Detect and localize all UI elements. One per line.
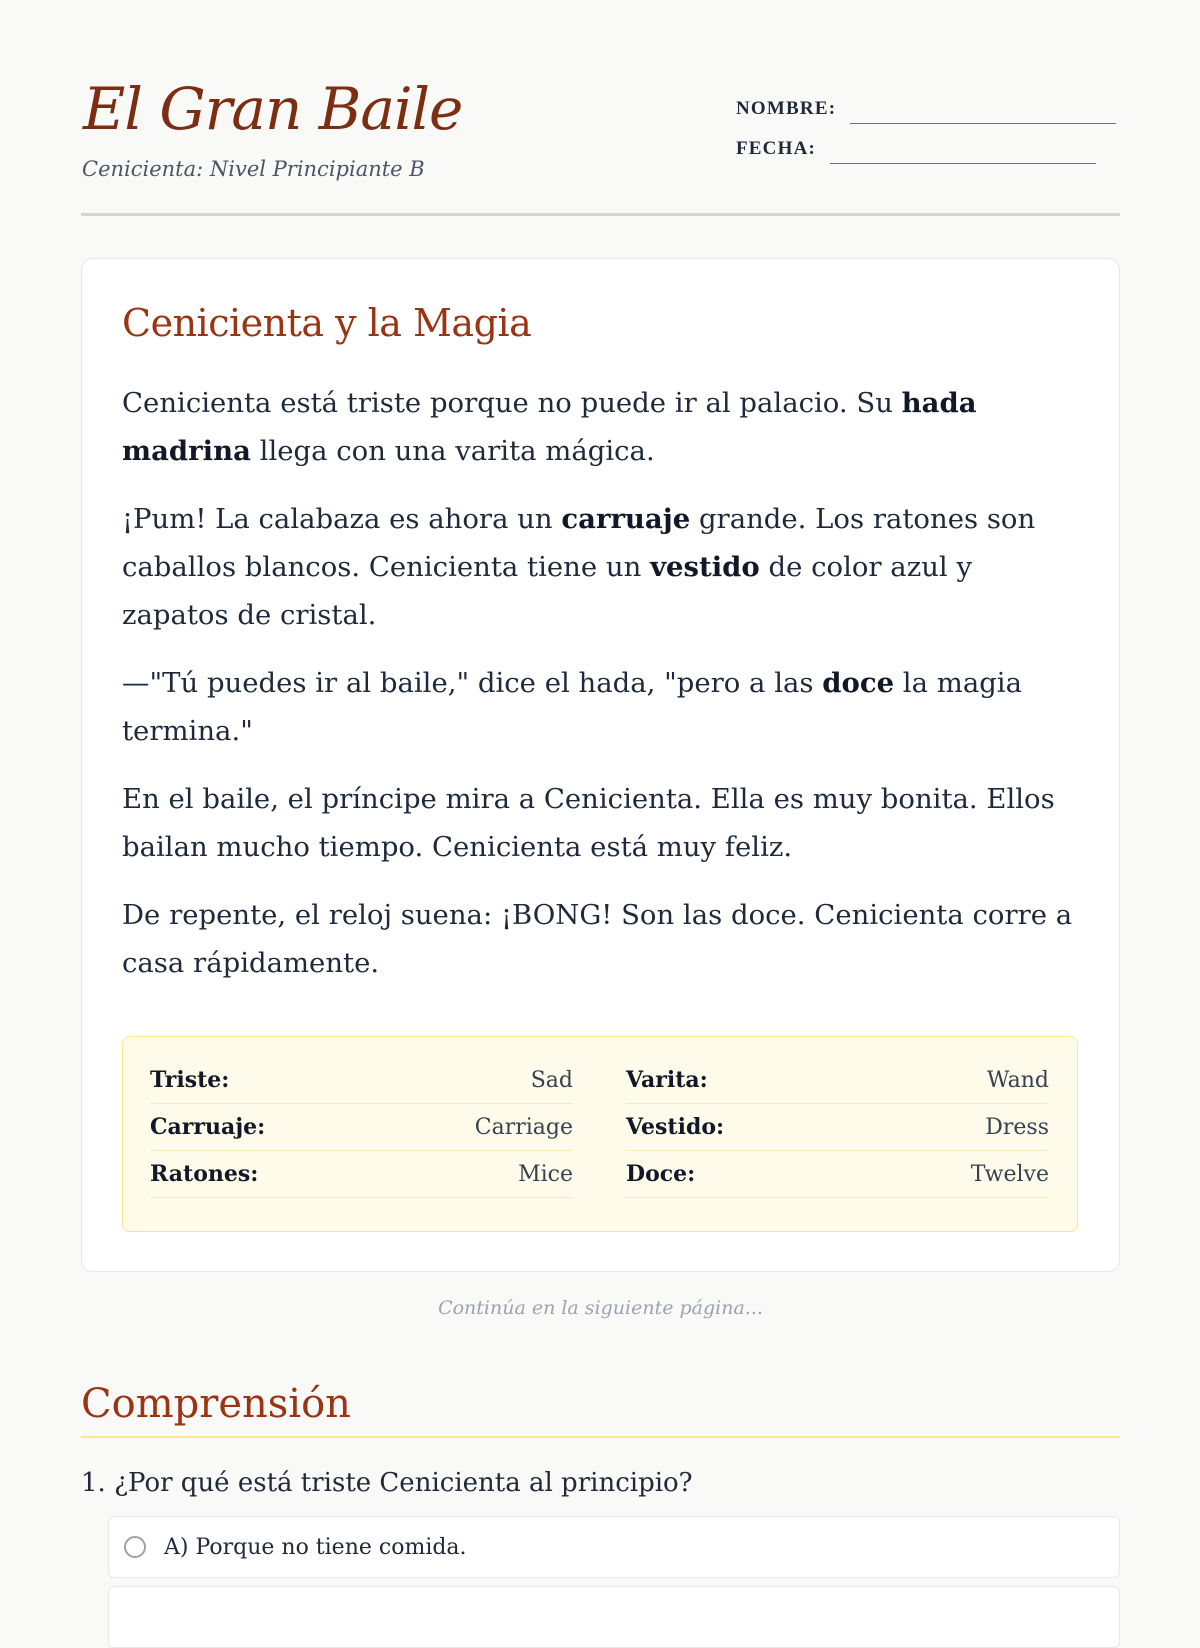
story-paragraph: En el baile, el príncipe mira a Cenicienta. Ella es muy bonita. Ellos bailan mucho tiempo. Cenicienta está muy feliz. [122, 783, 1055, 863]
vocab-row [150, 1057, 573, 1104]
vocab-term: Vestido: [626, 1114, 725, 1140]
name-field [736, 84, 1120, 124]
worksheet-subtitle: Cenicienta: Nivel Principiante B [82, 157, 425, 181]
option-label: A) Porque no tiene comida. [164, 1534, 467, 1560]
vocab-row [626, 1104, 1049, 1151]
story-paragraph: —"Tú puedes ir al baile," dice el hada, "pero a las doce la magia termina." [122, 667, 1023, 747]
vocab-term: Triste: [150, 1067, 230, 1093]
vocab-row [626, 1151, 1049, 1198]
vocab-row [150, 1151, 573, 1198]
story-paragraph: De repente, el reloj suena: ¡BONG! Son las doce. Cenicienta corre a casa rápidamente. [122, 899, 1073, 979]
vocab-term: Doce: [626, 1161, 696, 1187]
vocab-definition: Mice [518, 1161, 573, 1187]
date-line[interactable] [830, 135, 1096, 164]
vocab-column-left [150, 1057, 573, 1198]
vocab-row [150, 1104, 573, 1151]
story-card [81, 258, 1120, 1272]
story-paragraph: Cenicienta está triste porque no puede ir al palacio. Su hada madrina llega con una varita mágica. [122, 387, 977, 467]
name-line[interactable] [850, 95, 1116, 124]
worksheet-page [81, 0, 1120, 1560]
story-paragraph: ¡Pum! La calabaza es ahora un carruaje grande. Los ratones son caballos blancos. Cenicienta tiene un vestido de color azul y zapatos de cristal. [122, 503, 1036, 631]
worksheet-title: El Gran Baile [83, 75, 463, 143]
continue-note: Continúa en la siguiente página... [438, 1297, 763, 1319]
question-1: 1. ¿Por qué está triste Cenicienta al principio? [81, 1468, 693, 1498]
vocab-term: Carruaje: [150, 1114, 266, 1140]
vocab-highlight: carruaje [561, 503, 691, 535]
story-title: Cenicienta y la Magia [122, 301, 532, 345]
date-field [736, 124, 1120, 164]
vocab-definition: Sad [530, 1067, 573, 1093]
vocab-term: Varita: [626, 1067, 708, 1093]
student-fields [736, 84, 1120, 164]
comprehension-title: Comprensión [81, 1384, 1120, 1438]
vocab-definition: Dress [985, 1114, 1049, 1140]
vocab-definition: Carriage [474, 1114, 573, 1140]
vocab-definition: Wand [986, 1067, 1049, 1093]
vocab-definition: Twelve [970, 1161, 1049, 1187]
answer-option-a[interactable] [108, 1516, 1120, 1578]
worksheet-header [81, 0, 1120, 216]
vocab-term: Ratones: [150, 1161, 259, 1187]
radio-button[interactable] [124, 1536, 146, 1558]
vocab-highlight: vestido [650, 551, 760, 583]
vocab-highlight: doce [822, 667, 895, 699]
vocab-column-right [626, 1057, 1049, 1198]
vocabulary-box [122, 1036, 1078, 1232]
vocab-highlight: hada madrina [122, 387, 977, 467]
date-label: FECHA: [736, 138, 817, 159]
name-label: NOMBRE: [736, 98, 837, 119]
vocab-row [626, 1057, 1049, 1104]
story-text [122, 379, 1082, 1007]
answer-option-b[interactable] [108, 1586, 1120, 1648]
